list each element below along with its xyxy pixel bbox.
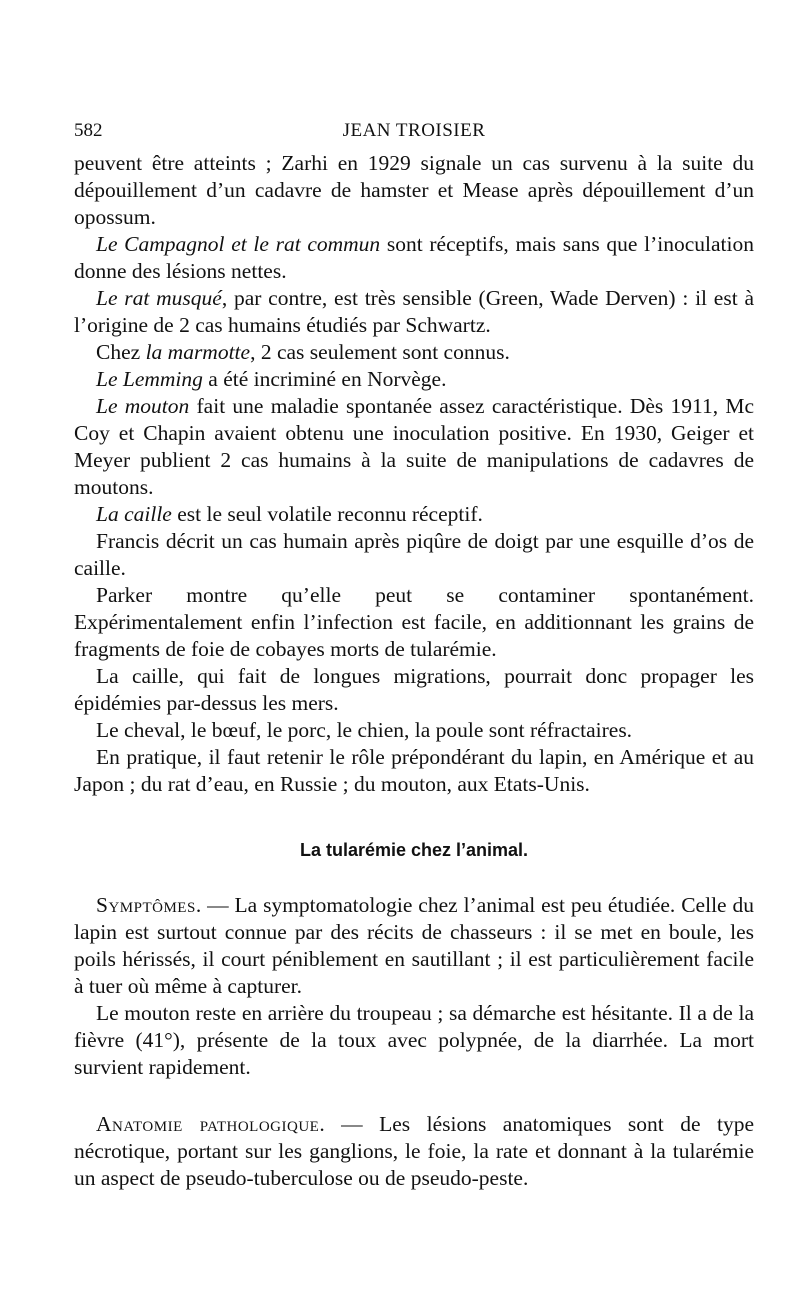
page-header bbox=[74, 110, 754, 150]
text-run: fait une maladie spontanée assez caractéristique. Dès 1911, Mc Coy et Chapin avaient obtenu une inoculation positive. En 1930, Geiger et Meyer publient 2 cas humains à la suite de manipulations de cadavres de moutons. bbox=[74, 394, 754, 499]
text-run: En pratique, il faut retenir le rôle prépondérant du lapin, en Amérique et au Japon ; du rat d’eau, en Russie ; du mouton, aux Etats-Unis. bbox=[74, 745, 754, 796]
text-run: La caille, qui fait de longues migrations, pourrait donc propager les épidémies par-dessus les mers. bbox=[74, 664, 754, 715]
running-title: JEAN TROISIER bbox=[342, 120, 486, 141]
body-text bbox=[74, 150, 754, 1192]
main-paragraphs bbox=[74, 150, 754, 798]
text-run: , par contre, est très sensible (Green, Wade Derven) : il est à l’origine de 2 cas humains étudiés par Schwartz. bbox=[74, 286, 754, 337]
paragraph bbox=[74, 150, 754, 231]
symptomes-paragraph bbox=[74, 892, 754, 1000]
anatomie-paragraph bbox=[74, 1111, 754, 1192]
symptomes-paragraph bbox=[74, 1000, 754, 1081]
text-run: sont réceptifs, mais sans que l’inoculation donne des lésions nettes. bbox=[74, 232, 755, 283]
text-run: Chez bbox=[96, 340, 146, 364]
text-run: Parker montre qu’elle peut se contaminer spontanément. Expérimentalement enfin l’infection est facile, en additionnant les grains de fragments de foie de cobayes morts de tularémie. bbox=[74, 583, 754, 661]
text-run: . — Les lésions anatomiques sont de type nécrotique, portant sur les ganglions, le foie, la rate et donnant à la tularémie un aspect de pseudo-tuberculose ou de pseudo-peste. bbox=[74, 1112, 754, 1190]
paragraph bbox=[74, 582, 754, 663]
section-label: Symptômes bbox=[96, 893, 196, 917]
text-run: Le mouton reste en arrière du troupeau ; sa démarche est hésitante. Il a de la fièvre (41°), présente de la toux avec polypnée, de la diarrhée. La mort survient rapidement. bbox=[74, 1001, 754, 1079]
text-run: . — La symptomatologie chez l’animal est peu étudiée. Celle du lapin est surtout connue par des récits de chasseurs : il se met en boule, les poils hérissés, il court péniblement en sautillant ; il est particulièrement facile à tuer où même à capturer. bbox=[74, 893, 754, 998]
section-label: Anatomie pathologique bbox=[96, 1112, 320, 1136]
page-number: 582 bbox=[74, 120, 103, 141]
text-run: Le cheval, le bœuf, le porc, le chien, la poule sont réfractaires. bbox=[96, 718, 633, 742]
italic-term: la marmotte bbox=[145, 340, 251, 364]
italic-term: Le mouton bbox=[96, 394, 190, 418]
italic-term: Le rat musqué bbox=[96, 286, 222, 310]
italic-term: Le Lemming bbox=[96, 367, 203, 391]
text-run: a été incriminé en Norvège. bbox=[202, 367, 447, 391]
paragraph bbox=[74, 744, 754, 798]
paragraph bbox=[74, 501, 754, 528]
paragraph bbox=[74, 717, 754, 744]
section-heading: La tularémie chez l’animal. bbox=[299, 840, 529, 860]
paragraph bbox=[74, 663, 754, 717]
section-spacer bbox=[74, 1081, 754, 1111]
anatomie-section bbox=[74, 1111, 754, 1192]
text-run: Francis décrit un cas humain après piqûre de doigt par une esquille d’os de caille. bbox=[74, 529, 754, 580]
paragraph bbox=[74, 366, 754, 393]
italic-term: La caille bbox=[96, 502, 172, 526]
paragraph bbox=[74, 339, 754, 366]
paragraph bbox=[74, 231, 754, 285]
paragraph bbox=[74, 528, 754, 582]
paragraph bbox=[74, 285, 754, 339]
text-run: est le seul volatile reconnu réceptif. bbox=[171, 502, 483, 526]
symptomes-section bbox=[74, 892, 754, 1081]
book-page bbox=[74, 110, 754, 1192]
italic-term: Le Campagnol et le rat commun bbox=[96, 232, 381, 256]
paragraph bbox=[74, 393, 754, 501]
text-run: peuvent être atteints ; Zarhi en 1929 signale un cas survenu à la suite du dépouillement d’un cadavre de hamster et Mease après dépouillement d’un opossum. bbox=[74, 151, 754, 229]
text-run: , 2 cas seulement sont connus. bbox=[250, 340, 510, 364]
